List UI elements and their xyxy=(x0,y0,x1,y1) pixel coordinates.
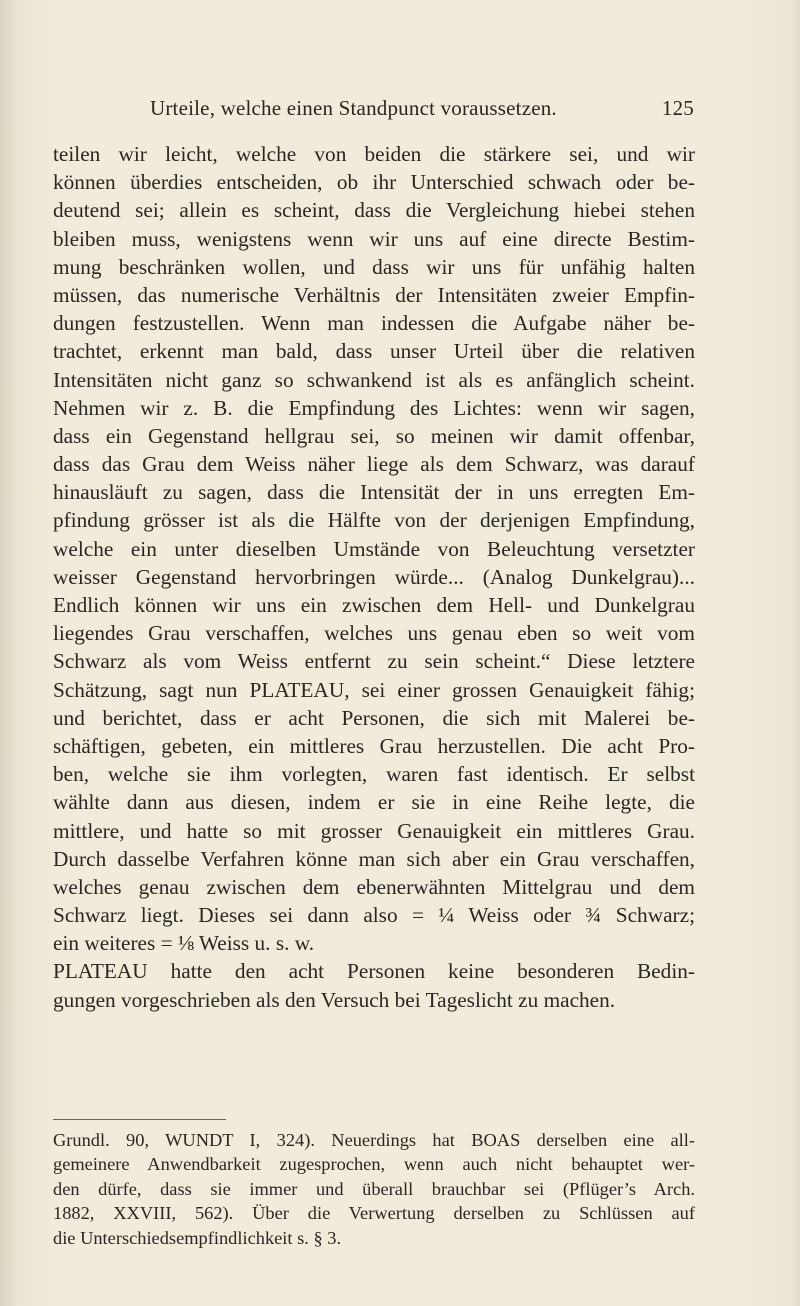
text-line: hinausläuft zu sagen, dass die Intensität der in uns erregten Em- xyxy=(53,480,695,505)
footnotes xyxy=(53,1128,695,1250)
text-line: weisser Gegenstand hervorbringen würde... (Analog Dunkelgrau)... xyxy=(53,564,695,589)
text-line: mittlere, und hatte so mit grosser Genauigkeit ein mittleres Grau. xyxy=(53,818,695,843)
text-line: dass ein Gegenstand hellgrau sei, so meinen wir damit offenbar, xyxy=(53,423,695,448)
text-line: Schätzung, sagt nun PLATEAU, sei einer grossen Genauigkeit fähig; xyxy=(53,677,695,702)
text-line: mung beschränken wollen, und dass wir uns für unfähig halten xyxy=(53,254,695,279)
page-header xyxy=(150,96,694,126)
text-line: Intensitäten nicht ganz so schwankend ist als es anfänglich scheint. xyxy=(53,367,695,392)
text-line: trachtet, erkennt man bald, dass unser Urteil über die relativen xyxy=(53,339,695,364)
text-line: und berichtet, dass er acht Personen, die sich mit Malerei be- xyxy=(53,705,695,730)
text-line: deutend sei; allein es scheint, dass die Vergleichung hiebei stehen xyxy=(53,198,695,223)
footnote-divider xyxy=(53,1119,226,1120)
text-line: pfindung grösser ist als die Hälfte von der derjenigen Empfindung, xyxy=(53,508,695,533)
text-line: ein weiteres = ⅛ Weiss u. s. w. xyxy=(53,931,315,956)
text-line: liegendes Grau verschaffen, welches uns genau eben so weit vom xyxy=(53,621,695,646)
text-line: müssen, das numerische Verhältnis der Intensitäten zweier Empfin- xyxy=(53,282,695,307)
text-line: können überdies entscheiden, ob ihr Unterschied schwach oder be- xyxy=(53,170,695,195)
text-line: schäftigen, gebeten, ein mittleres Grau herzustellen. Die acht Pro- xyxy=(53,733,695,758)
text-line: bleiben muss, wenigstens wenn wir uns auf eine directe Bestim- xyxy=(53,226,695,251)
text-line: Endlich können wir uns ein zwischen dem Hell- und Dunkelgrau xyxy=(53,593,695,617)
text-line: Schwarz liegt. Dieses sei dann also = ¼ Weiss oder ¾ Schwarz; xyxy=(53,903,695,928)
text-line: wählte dann aus diesen, indem er sie in eine Reihe legte, die xyxy=(53,790,695,815)
footnote-line: gemeinere Anwendbarkeit zugesprochen, wenn auch nicht behauptet wer- xyxy=(53,1154,695,1175)
text-line: dass das Grau dem Weiss näher liege als dem Schwarz, was darauf xyxy=(53,452,695,477)
text-line: gungen vorgeschrieben als den Versuch bei Tageslicht zu machen. xyxy=(53,987,616,1012)
text-line: teilen wir leicht, welche von beiden die stärkere sei, und wir xyxy=(53,142,695,166)
body-text xyxy=(53,140,695,1014)
text-line: Nehmen wir z. B. die Empfindung des Lichtes: wenn wir sagen, xyxy=(53,395,695,420)
text-line: PLATEAU hatte den acht Personen keine besonderen Bedin- xyxy=(53,959,695,984)
footnote-line: den dürfe, dass sie immer und überall brauchbar sei (Pflüger’s Arch. xyxy=(53,1178,695,1199)
text-line: Schwarz als vom Weiss entfernt zu sein scheint.“ Diese letztere xyxy=(53,649,695,674)
text-line: Durch dasselbe Verfahren könne man sich aber ein Grau verschaffen, xyxy=(53,846,695,871)
text-line: dungen festzustellen. Wenn man indessen die Aufgabe näher be- xyxy=(53,311,695,336)
text-line: welches genau zwischen dem ebenerwähnten Mittelgrau und dem xyxy=(53,874,695,899)
footnote-line: 1882, XXVIII, 562). Über die Verwertung derselben zu Schlüssen auf xyxy=(53,1203,695,1224)
page-number: 125 xyxy=(661,96,694,120)
text-line: ben, welche sie ihm vorlegten, waren fast identisch. Er selbst xyxy=(53,762,695,787)
text-line: welche ein unter dieselben Umstände von Beleuchtung versetzter xyxy=(53,536,695,561)
footnote-line: die Unterschiedsempfindlichkeit s. § 3. xyxy=(53,1227,342,1248)
footnote-line: Grundl. 90, WUNDT I, 324). Neuerdings hat BOAS derselben eine all- xyxy=(53,1130,695,1150)
running-title: Urteile, welche einen Standpunct voraussetzen. xyxy=(150,96,557,120)
